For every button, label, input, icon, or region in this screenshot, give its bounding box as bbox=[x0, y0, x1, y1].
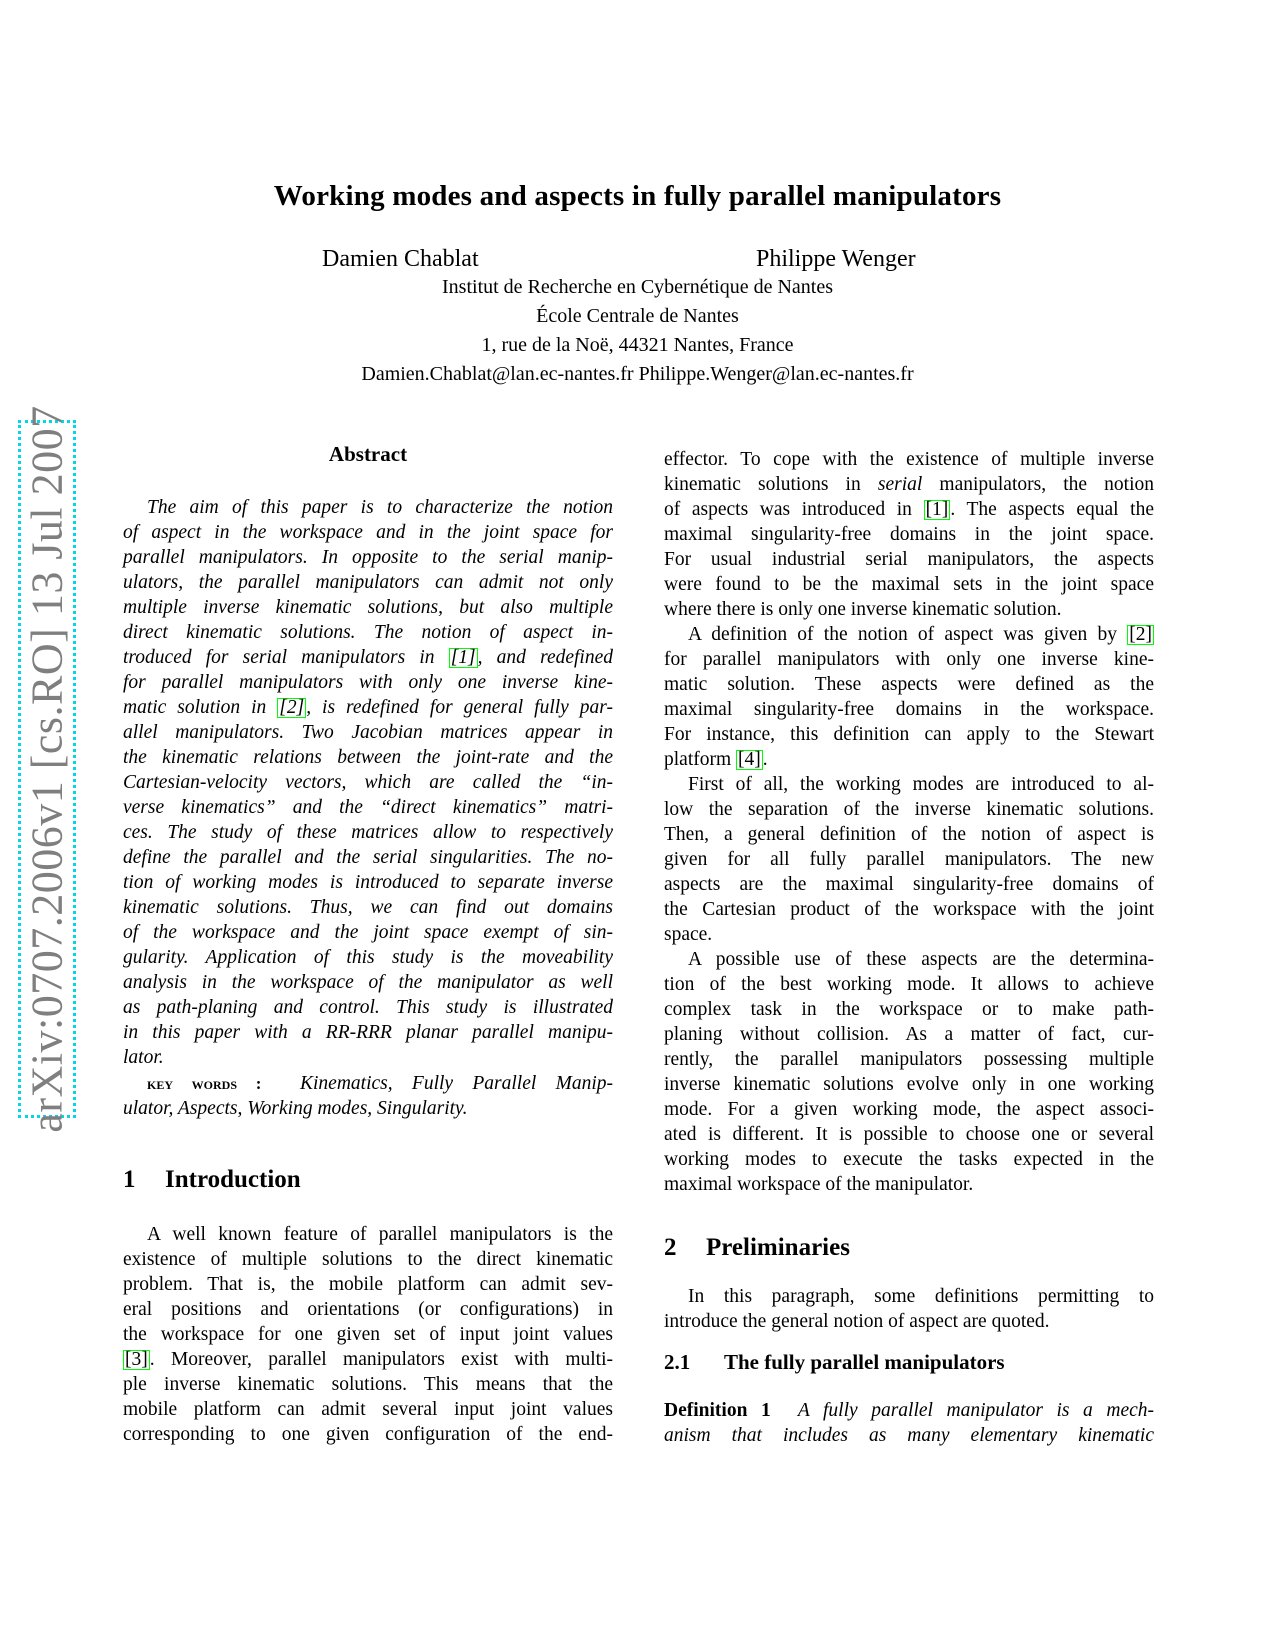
paper-title: Working modes and aspects in fully parallel manipulators bbox=[273, 180, 1002, 212]
section-number: 1 bbox=[123, 1166, 136, 1193]
text-line bbox=[664, 622, 1154, 647]
text-line: space. bbox=[664, 924, 713, 945]
text-line: planing without collision. As a matter of fact, cur- bbox=[664, 1024, 1154, 1045]
citation-link[interactable]: [4] bbox=[738, 749, 761, 770]
text-line: Cartesian-velocity vectors, which are called the “in- bbox=[123, 772, 613, 793]
author-name: Philippe Wenger bbox=[756, 246, 916, 272]
text-line: verse kinematics” and the “direct kinematics” matri- bbox=[123, 797, 613, 818]
author-name: Damien Chablat bbox=[322, 246, 479, 272]
definition-text: A fully parallel manipulator is a mech- bbox=[797, 1400, 1155, 1421]
text-line: kinematic solutions. Thus, we can find out domains bbox=[123, 897, 613, 918]
subsection-heading bbox=[664, 1350, 1005, 1375]
citation-link[interactable]: [3] bbox=[125, 1349, 148, 1370]
text-line: working modes to execute the tasks expected in the bbox=[664, 1149, 1154, 1170]
section-heading-introduction bbox=[123, 1166, 301, 1194]
text-line: ulators, the parallel manipulators can admit not only bbox=[123, 572, 613, 593]
text-line: maximal workspace of the manipulator. bbox=[664, 1174, 974, 1195]
keywords-line bbox=[123, 1071, 613, 1096]
text-line: For instance, this definition can apply to the Stewart bbox=[664, 724, 1154, 745]
text-line: maximal singularity-free domains in the workspace. bbox=[664, 699, 1154, 720]
text-line bbox=[664, 472, 1154, 497]
definition-label: Definition 1 bbox=[664, 1400, 771, 1421]
arxiv-identifier: arXiv:0707.2006v1 [cs.RO] 13 Jul 2007 bbox=[22, 405, 72, 1133]
text-line: ated is different. It is possible to choose one or several bbox=[664, 1124, 1154, 1145]
citation-link[interactable]: [1] bbox=[925, 499, 949, 520]
text-line: of the workspace and the joint space exempt of sin- bbox=[123, 922, 613, 943]
text-segment: . bbox=[762, 749, 768, 770]
text-segment: of aspects was introduced in bbox=[664, 499, 924, 520]
definition-line: anism that includes as many elementary kinematic bbox=[664, 1425, 1154, 1446]
text-line: the Cartesian product of the workspace with the joint bbox=[664, 899, 1154, 920]
text-line: For usual industrial serial manipulators, the aspects bbox=[664, 549, 1154, 570]
text-line: gularity. Application of this study is the moveability bbox=[123, 947, 613, 968]
text-line: ple inverse kinematic solutions. This means that the bbox=[123, 1374, 613, 1395]
text-line: corresponding to one given configuration of the end- bbox=[123, 1424, 613, 1445]
abstract-heading: Abstract bbox=[328, 442, 408, 466]
keywords-label: key words : bbox=[147, 1074, 262, 1093]
text-segment: . Moreover, parallel manipulators exist with multi- bbox=[149, 1349, 613, 1370]
text-line: aspects are the maximal singularity-free domains of bbox=[664, 874, 1154, 895]
text-line: tion of the best working mode. It allows to achieve bbox=[664, 974, 1154, 995]
text-line: problem. That is, the mobile platform can admit sev- bbox=[123, 1274, 613, 1295]
citation-link[interactable]: [1] bbox=[450, 647, 476, 668]
author-emails: Damien.Chablat@lan.ec-nantes.fr Philippe.Wenger@lan.ec-nantes.fr bbox=[361, 363, 914, 385]
subsection-title: The fully parallel manipulators bbox=[724, 1350, 1005, 1374]
text-segment: , is redefined for general fully par- bbox=[306, 697, 613, 718]
text-line bbox=[123, 1347, 613, 1372]
text-segment: matic solution in bbox=[123, 697, 278, 718]
text-line: matic solution. These aspects were defined as the bbox=[664, 674, 1154, 695]
text-line bbox=[664, 747, 1154, 772]
text-line: A possible use of these aspects are the determina- bbox=[688, 949, 1154, 970]
text-line: parallel manipulators. In opposite to the serial manip- bbox=[123, 547, 613, 568]
subsection-number: 2.1 bbox=[664, 1350, 691, 1374]
text-segment: kinematic solutions in bbox=[664, 474, 878, 495]
text-line: where there is only one inverse kinematic solution. bbox=[664, 599, 1062, 620]
keywords-text: Kinematics, Fully Parallel Manip- bbox=[300, 1073, 613, 1094]
text-line: the workspace for one given set of input joint values bbox=[123, 1324, 613, 1345]
text-line: define the parallel and the serial singularities. The no- bbox=[123, 847, 613, 868]
text-segment: A definition of the notion of aspect was given by bbox=[688, 624, 1128, 645]
text-line bbox=[664, 497, 1154, 522]
text-line bbox=[123, 695, 613, 720]
text-line: for parallel manipulators with only one inverse kine- bbox=[123, 672, 613, 693]
affiliation-institute: Institut de Recherche en Cybernétique de Nantes bbox=[442, 276, 833, 298]
text-line: effector. To cope with the existence of multiple inverse bbox=[664, 449, 1154, 470]
text-line: maximal singularity-free domains in the joint space. bbox=[664, 524, 1154, 545]
text-line: lator. bbox=[123, 1047, 164, 1068]
text-line: rently, the parallel manipulators possessing multiple bbox=[664, 1049, 1154, 1070]
text-line: complex task in the workspace or to make path- bbox=[664, 999, 1154, 1020]
text-segment: platform bbox=[664, 749, 737, 770]
text-line: Then, a general definition of the notion of aspect is bbox=[664, 824, 1154, 845]
text-line: ces. The study of these matrices allow to respectively bbox=[123, 822, 613, 843]
text-line: introduce the general notion of aspect are quoted. bbox=[664, 1311, 1050, 1332]
text-line: analysis in the workspace of the manipulator as well bbox=[123, 972, 613, 993]
section-title: Preliminaries bbox=[706, 1234, 850, 1261]
affiliation-address: 1, rue de la Noë, 44321 Nantes, France bbox=[481, 334, 794, 356]
text-segment: troduced for serial manipulators in bbox=[123, 647, 449, 668]
affiliation-school: École Centrale de Nantes bbox=[536, 305, 739, 327]
text-segment: , and redefined bbox=[477, 647, 614, 668]
text-line: direct kinematic solutions. The notion of aspect in- bbox=[123, 622, 613, 643]
text-segment: . The aspects equal the bbox=[950, 499, 1155, 520]
text-line bbox=[123, 645, 613, 670]
text-segment: manipulators, the notion bbox=[922, 474, 1154, 495]
text-line: eral positions and orientations (or configurations) in bbox=[123, 1299, 613, 1320]
text-line: In this paragraph, some definitions permitting to bbox=[688, 1286, 1154, 1307]
section-heading-preliminaries bbox=[664, 1234, 850, 1262]
text-line: of aspect in the workspace and in the joint space for bbox=[123, 522, 613, 543]
text-line: as path-planing and control. This study is illustrated bbox=[123, 997, 613, 1018]
text-line: allel manipulators. Two Jacobian matrices appear in bbox=[123, 722, 613, 743]
citation-link[interactable]: [2] bbox=[1129, 624, 1152, 645]
text-line: for parallel manipulators with only one inverse kine- bbox=[664, 649, 1154, 670]
text-line: in this paper with a RR-RRR planar parallel manipu- bbox=[123, 1022, 613, 1043]
text-line: low the separation of the inverse kinematic solutions. bbox=[664, 799, 1154, 820]
definition-line bbox=[664, 1398, 1154, 1423]
text-line: the kinematic relations between the joint-rate and the bbox=[123, 747, 613, 768]
text-line: First of all, the working modes are introduced to al- bbox=[688, 774, 1154, 795]
text-line: The aim of this paper is to characterize the notion bbox=[147, 497, 613, 518]
text-line: mobile platform can admit several input joint values bbox=[123, 1399, 613, 1420]
section-number: 2 bbox=[664, 1234, 677, 1261]
text-line: tion of working modes is introduced to separate inverse bbox=[123, 872, 613, 893]
text-line: were found to be the maximal sets in the joint space bbox=[664, 574, 1154, 595]
arxiv-stamp[interactable] bbox=[18, 405, 76, 1133]
text-line: existence of multiple solutions to the direct kinematic bbox=[123, 1249, 613, 1270]
text-line: inverse kinematic solutions evolve only in one working bbox=[664, 1074, 1154, 1095]
citation-link[interactable]: [2] bbox=[279, 697, 305, 718]
text-line: A well known feature of parallel manipulators is the bbox=[147, 1224, 613, 1245]
emphasis-text: serial bbox=[877, 474, 923, 495]
text-line: mode. For a given working mode, the aspect associ- bbox=[664, 1099, 1154, 1120]
keywords-line: ulator, Aspects, Working modes, Singularity. bbox=[123, 1098, 468, 1119]
section-title: Introduction bbox=[165, 1166, 301, 1193]
text-line: given for all fully parallel manipulators. The new bbox=[664, 849, 1154, 870]
text-line: multiple inverse kinematic solutions, but also multiple bbox=[123, 597, 613, 618]
